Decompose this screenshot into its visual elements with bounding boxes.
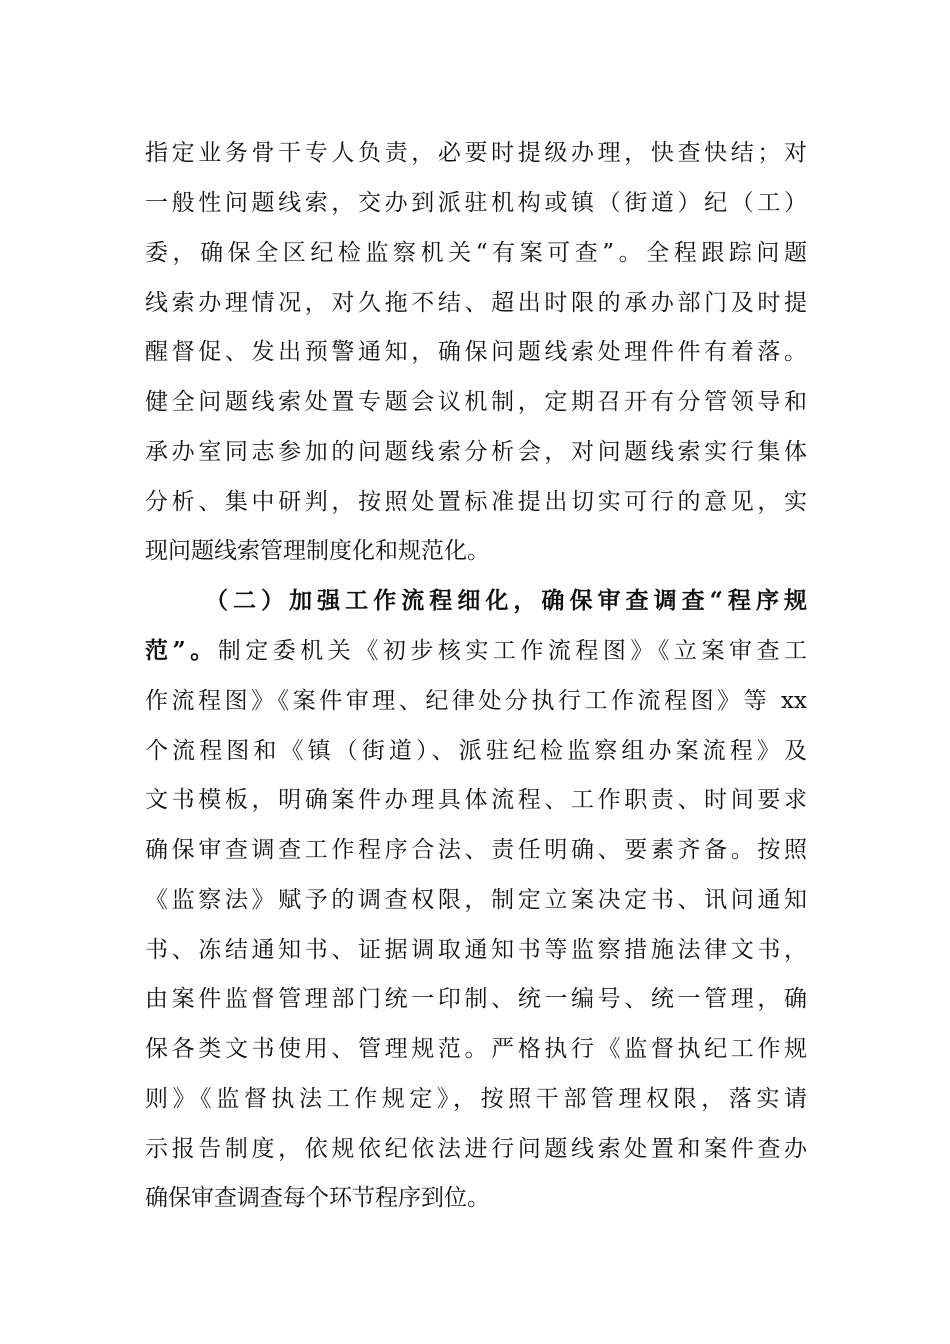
paragraph2-line-10: 则》《监督执法工作规定》，按照干部管理权限，落实请 — [145, 1086, 807, 1112]
paragraph1-line-9: 现问题线索管理制度化和规范化。 — [145, 538, 490, 564]
paragraph2-line-6: 《监察法》赋予的调查权限，制定立案决定书、讯问通知 — [145, 887, 807, 913]
paragraph2-line-8: 由案件监督管理部门统一印制、统一编号、统一管理，确 — [145, 986, 807, 1012]
paragraph2-line-9: 保各类文书使用、管理规范。严格执行《监督执纪工作规 — [145, 1036, 807, 1062]
paragraph2-line-3: 个流程图和《镇（街道）、派驻纪检监察组办案流程》及 — [145, 738, 807, 764]
paragraph2-line-5: 确保审查调查工作程序合法、责任明确、要素齐备。按照 — [145, 837, 807, 863]
paragraph1-line-2: 一般性问题线索，交办到派驻机构或镇（街道）纪（工） — [145, 190, 807, 216]
paragraph1-line-7: 承办室同志参加的问题线索分析会，对问题线索实行集体 — [145, 439, 807, 465]
paragraph2-line-1-text: 制定委机关《初步核实工作流程图》《立案审查工 — [217, 638, 807, 664]
paragraph2-line-2: 作流程图》《案件审理、纪律处分执行工作流程图》等 xx — [145, 688, 807, 714]
paragraph1-line-4: 线索办理情况，对久拖不结、超出时限的承办部门及时提 — [145, 290, 807, 316]
section-heading: （二）加强工作流程细化，确保审查调查“程序规 — [205, 587, 807, 614]
paragraph2-line-4: 文书模板，明确案件办理具体流程、工作职责、时间要求 — [145, 787, 807, 813]
paragraph2-line-11: 示报告制度，依规依纪依法进行问题线索处置和案件查办 — [145, 1136, 807, 1162]
paragraph1-line-3: 委，确保全区纪检监察机关“有案可查”。全程跟踪问题 — [145, 240, 807, 266]
paragraph2-line-12: 确保审查调查每个环节程序到位。 — [145, 1185, 490, 1211]
paragraph1-line-1: 指定业务骨干专人负责，必要时提级办理，快查快结；对 — [145, 140, 807, 166]
paragraph1-line-8: 分析、集中研判，按照处置标准提出切实可行的意见，实 — [145, 489, 807, 515]
paragraph2-line-7: 书、冻结通知书、证据调取通知书等监察措施法律文书， — [145, 937, 807, 963]
section-heading-end: 范”。 — [145, 637, 218, 664]
paragraph1-line-6: 健全问题线索处置专题会议机制，定期召开有分管领导和 — [145, 389, 807, 415]
paragraph2-line-1 — [145, 635, 807, 667]
paragraph1-line-5: 醒督促、发出预警通知，确保问题线索处理件件有着落。 — [145, 339, 807, 365]
